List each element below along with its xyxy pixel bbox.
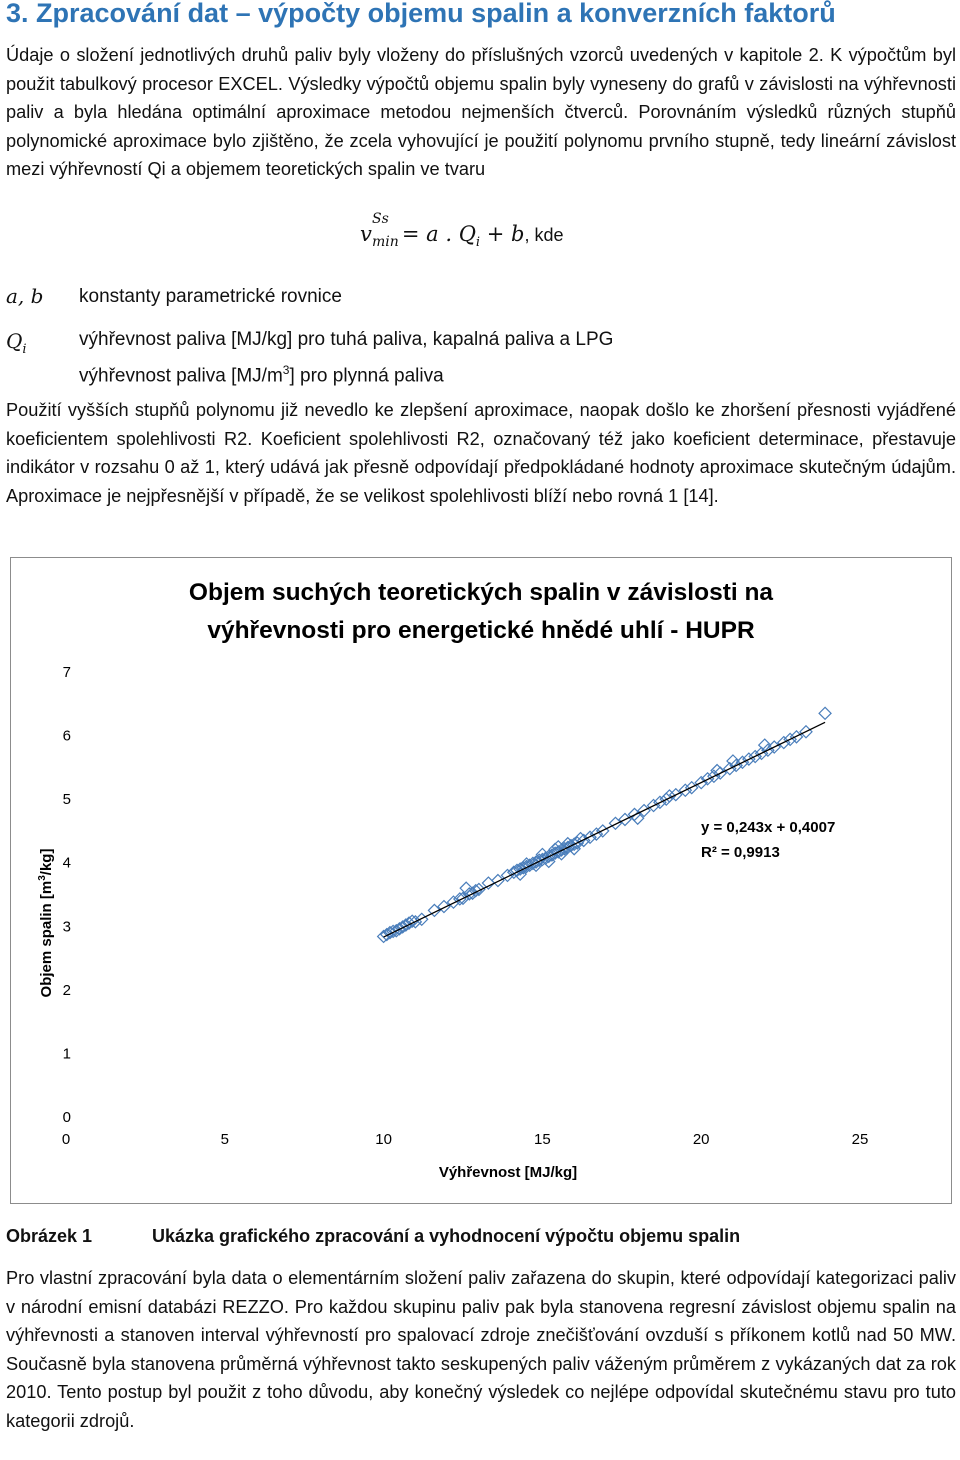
x-tick-label: 15 xyxy=(534,1131,551,1148)
data-point xyxy=(482,877,494,889)
figure-caption-label: Obrázek 1 xyxy=(6,1226,93,1246)
x-tick-label: 25 xyxy=(851,1131,869,1148)
data-point xyxy=(819,707,831,719)
formula-rhs: = a . Q xyxy=(401,222,476,246)
formula-rhs-tail: + b xyxy=(486,222,525,246)
y-tick-label: 2 xyxy=(62,981,71,999)
definition-symbol-q: Q xyxy=(6,329,23,353)
x-tick-label: 20 xyxy=(692,1131,710,1148)
definition-symbol-ab: a, b xyxy=(6,284,44,308)
x-tick-label: 10 xyxy=(375,1131,392,1148)
definition-symbol-qi xyxy=(6,329,27,357)
x-axis-label: Výhřevnost [MJ/kg] xyxy=(438,1164,578,1181)
chart-title-line2: výhřevnosti pro energetické hnědé uhlí - HUPR xyxy=(207,617,755,644)
regression-equation: y = 0,243x + 0,4007 xyxy=(701,819,836,836)
section-heading: 3. Zpracování dat – výpočty objemu spalin a konverzních faktorů xyxy=(6,0,836,28)
axis-ticks xyxy=(62,664,869,1148)
processing-paragraph: Pro vlastní zpracování byla data o elementárním složení paliv zařazena do skupin, které odpovídají kategorizaci paliv v národní emisní databázi REZZO. Pro každou skupinu paliv pak byla stanovena regresní závislost objemu spalin na výhřevnosti a stanoven interval výhřevností pro spalovací zdroje znečišťování ovzduší s příkonem kotlů nad 50 MW. Současně byla stanovena průměrná výhřevnost takto seskupených paliv váženým průměrem z vykázaných dat za rok 2010. Tento postup byl použit z toho důvodu, aby konečný výsledek co nejlépe odpovídal skutečnému stavu pro tuto kategorii zdrojů. xyxy=(6,1268,956,1431)
definition-text-ab: konstanty parametrické rovnice xyxy=(79,286,342,307)
y-tick-label: 1 xyxy=(62,1045,71,1063)
formula-lhs xyxy=(360,211,399,250)
y-tick-label: 4 xyxy=(62,854,71,872)
y-tick-label: 3 xyxy=(62,918,71,936)
y-tick-label: 6 xyxy=(62,727,71,745)
y-axis-label: Objem spalin $[m^3/kg]$ xyxy=(37,848,55,998)
definition-gas-before: výhřevnost paliva [MJ/m xyxy=(79,365,283,387)
intro-paragraph: Údaje o složení jednotlivých druhů paliv byly vloženy do příslušných vzorců uvedených v kapitole 2. K výpočtům byl použit tabulkový procesor EXCEL. Výsledky výpočtů objemu spalin byly vyneseny do grafů v závislosti na výhřevnosti paliv a byla hledána optimální aproximace metodou nejmenších čtverců. Porovnáním výsledků různých stupňů polynomické aproximace bylo zjištěno, že zcela vyhovující je použití polynomu prvního stupně, tedy lineární závislost mezi výhřevností Qi a objemem teoretických spalin ve tvaru xyxy=(6,45,956,179)
formula-lhs-symbol: v xyxy=(360,222,372,246)
definition-text-qi-solid: výhřevnost paliva [MJ/kg] pro tuhá paliva, kapalná paliva a LPG xyxy=(79,329,614,350)
reliability-paragraph: Použití vyšších stupňů polynomu již nevedlo ke zlepšení aproximace, naopak došlo ke zhoršení přesnosti vyjádřené koeficientem spolehlivosti R2. Koeficient spolehlivosti R2, označovaný též jako koeficient determinace, přestavuje indikátor v rozsahu 0 až 1, který udává jak přesně odpovídají předpokládané hodnoty aproximace skutečným údajům. Aproximace je nejpřesnější v případě, že se velikost spolehlivosti blíží nebo rovná 1 [14]. xyxy=(6,400,956,506)
x-tick-label: 5 xyxy=(220,1131,229,1148)
definition-text-qi-gas xyxy=(79,356,444,390)
formula-lhs-superscript: Ss xyxy=(372,211,389,227)
formula-suffix: , kde xyxy=(524,225,564,245)
chart-title-line1: Objem suchých teoretických spalin v závislosti na xyxy=(188,579,774,606)
scatter-chart xyxy=(10,557,952,1204)
figure-caption-text: Ukázka grafického zpracování a vyhodnocení výpočtu objemu spalin xyxy=(152,1226,741,1246)
y-tick-label: 0 xyxy=(62,1109,71,1126)
chart-canvas xyxy=(11,558,951,1203)
data-point xyxy=(416,913,428,925)
y-tick-label: 5 xyxy=(62,791,71,809)
x-tick-label: 0 xyxy=(61,1131,71,1148)
formula-lhs-subscript: min xyxy=(372,234,399,250)
formula xyxy=(360,211,564,251)
definition-symbol-q-subscript: i xyxy=(22,342,27,357)
formula-rhs-subscript: i xyxy=(475,235,481,251)
y-tick-label: 7 xyxy=(62,664,71,681)
definition-gas-sup: 3 xyxy=(282,363,290,377)
r-squared: R² = 0,9913 xyxy=(701,844,780,861)
definition-gas-after: ] pro plynná paliva xyxy=(289,365,444,387)
